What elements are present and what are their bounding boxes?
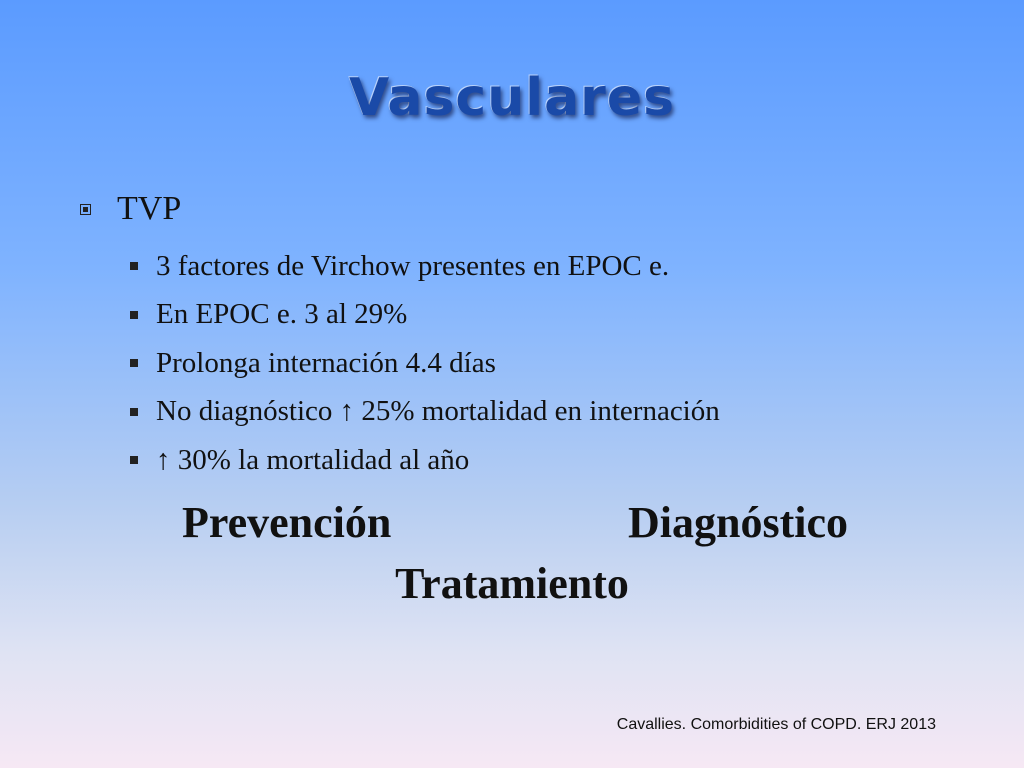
list-item	[130, 339, 720, 388]
sub-bullet-text: ↑ 30% la mortalidad al año	[156, 443, 470, 476]
list-item	[130, 436, 720, 485]
prevention-label: Prevención	[182, 498, 392, 547]
filled-square-bullet-icon	[130, 408, 138, 416]
sub-bullet-text: 3 factores de Virchow presentes en EPOC e.	[156, 249, 670, 282]
list-item	[130, 388, 720, 437]
sub-bullet-text: En EPOC e. 3 al 29%	[156, 298, 408, 331]
filled-square-bullet-icon	[130, 456, 138, 464]
citation-text: Cavallies. Comorbidities of COPD. ERJ 2013	[616, 716, 936, 733]
sub-bullet-list	[130, 242, 720, 485]
filled-square-bullet-icon	[130, 359, 138, 367]
list-item	[130, 242, 720, 291]
main-bullet-item	[80, 190, 181, 228]
filled-square-bullet-icon	[130, 262, 138, 270]
sub-bullet-text: No diagnóstico ↑ 25% mortalidad en internación	[156, 395, 720, 428]
list-item	[130, 291, 720, 340]
treatment-label: Tratamiento	[395, 559, 629, 608]
filled-square-bullet-icon	[130, 311, 138, 319]
main-bullet-text: TVP	[117, 190, 182, 227]
diagnosis-label: Diagnóstico	[628, 498, 848, 547]
slide-title: Vasculares	[348, 68, 676, 128]
sub-bullet-text: Prolonga internación 4.4 días	[156, 346, 496, 379]
square-bullet-icon	[80, 204, 91, 215]
